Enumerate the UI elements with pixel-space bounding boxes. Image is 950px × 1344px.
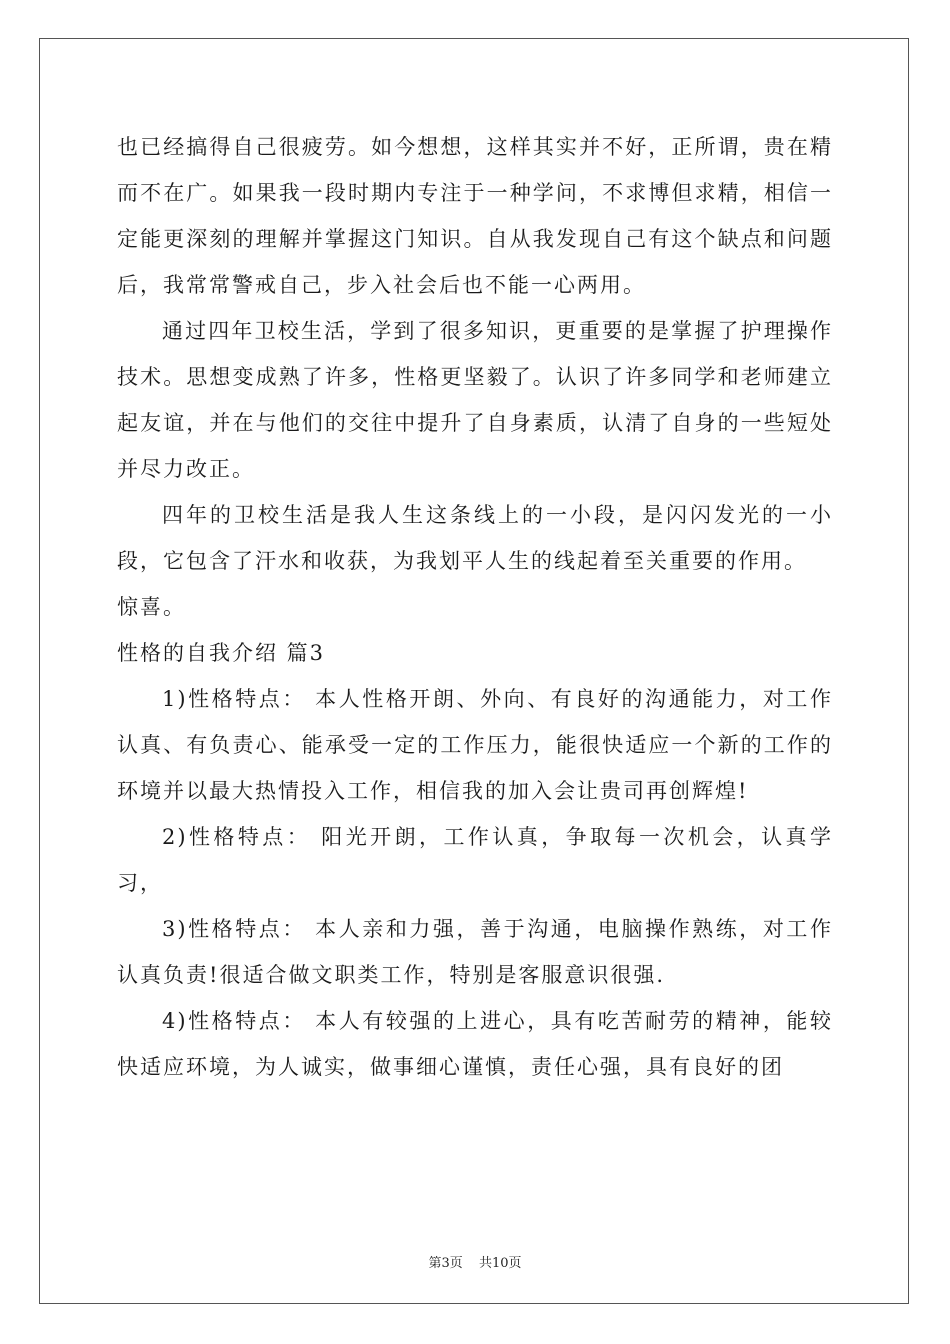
- page-footer: [0, 1252, 950, 1271]
- section-heading: 性格的自我介绍 篇3: [117, 641, 326, 665]
- page-total: 共10页: [478, 1256, 522, 1271]
- paragraph: 四年的卫校生活是我人生这条线上的一小段，是闪闪发光的一小段，它包含了汗水和收获，为我划平人生的线起着至关重要的作用。: [117, 503, 833, 573]
- page-number: 第3页: [428, 1256, 463, 1271]
- paragraph: 通过四年卫校生活，学到了很多知识，更重要的是掌握了护理操作技术。思想变成熟了许多，性格更坚毅了。认识了许多同学和老师建立起友谊，并在与他们的交往中提升了自身素质，认清了自身的一些短处并尽力改正。: [117, 319, 833, 481]
- document-body: [117, 124, 833, 1090]
- paragraph: 3)性格特点： 本人亲和力强，善于沟通，电脑操作熟练，对工作认真负责!很适合做文职类工作，特别是客服意识很强.: [117, 917, 833, 987]
- paragraph: 4)性格特点： 本人有较强的上进心，具有吃苦耐劳的精神，能较快适应环境，为人诚实，做事细心谨慎，责任心强，具有良好的团: [117, 1009, 833, 1079]
- paragraph: 2)性格特点： 阳光开朗，工作认真，争取每一次机会，认真学习，: [117, 825, 833, 895]
- paragraph: 1)性格特点： 本人性格开朗、外向、有良好的沟通能力，对工作认真、有负责心、能承受一定的工作压力，能很快适应一个新的工作的环境并以最大热情投入工作，相信我的加入会让贵司再创辉煌!: [117, 687, 833, 803]
- paragraph: 也已经搞得自己很疲劳。如今想想，这样其实并不好，正所谓，贵在精而不在广。如果我一段时期内专注于一种学问，不求博但求精，相信一定能更深刻的理解并掌握这门知识。自从我发现自己有这个缺点和问题后，我常常警戒自己，步入社会后也不能一心两用。: [117, 135, 833, 297]
- paragraph: 惊喜。: [117, 595, 186, 619]
